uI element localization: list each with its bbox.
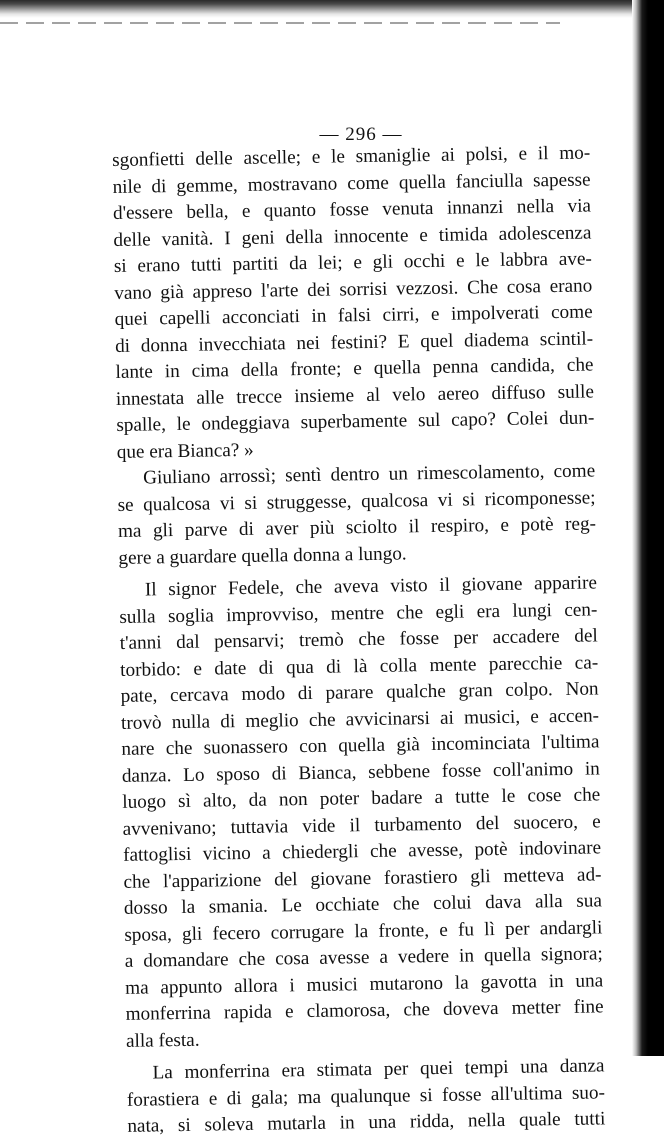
body-text — [112, 140, 606, 1140]
text-line: ma appunto allora i musici mutarono la gavotta in una — [125, 969, 604, 999]
text-line: se qualcosa vi si struggesse, qualcosa vi si ricomponesse; — [117, 486, 596, 516]
text-line: torbido: e date di qua di là colla mente parecchie ca- — [120, 651, 599, 681]
book-spine-shadow — [632, 0, 664, 1056]
text-line: Giuliano arrossì; sentì dentro un rimescolamento, come — [143, 460, 596, 489]
page-number: — 296 — — [319, 124, 403, 145]
text-line: danza. Lo sposo di Bianca, sebbene fosse coll'animo in — [121, 757, 600, 787]
text-line: t'anni dal pensarvi; tremò che fosse per accadere del — [119, 625, 598, 654]
paragraph — [112, 140, 595, 465]
text-line: ma gli parve di aver più sciolto il respiro, e potè reg- — [117, 513, 597, 542]
text-line: sposa, gli fecero corrugare la fronte, e fu lì per andargli — [124, 916, 603, 946]
text-line: sulla soglia improvviso, mentre che egli era lungi cen- — [119, 598, 598, 628]
text-line: innestata alle trecce insieme al velo aereo diffuso sulle — [115, 380, 595, 410]
text-line: La monferrina era stimata per quei tempi una danza — [152, 1055, 605, 1084]
text-line: lante in cima della fronte; e quella penna candida, che — [115, 354, 594, 383]
text-line: nile di gemme, mostravano come quella fanciulla sapesse — [112, 168, 591, 198]
scan-top-rule — [0, 22, 560, 24]
text-line: vano già appreso l'arte dei sorrisi vezzosi. Che cosa erano — [114, 274, 593, 304]
text-line: avvenivano; tuttavia vide il turbamento del suocero, e — [122, 810, 601, 840]
paragraph — [119, 570, 604, 1054]
text-line: luogo sì alto, da non poter badare a tutte le cose che — [122, 784, 601, 813]
text-line: sgonfietti delle ascelle; e le smaniglie ai polsi, e il mo- — [112, 142, 591, 171]
text-line: delle vanità. I geni della innocente e timida adolescenza — [113, 221, 592, 251]
text-line: monferrina rapida e clamorosa, che doveva metter fine — [125, 996, 604, 1025]
text-line: dosso la smania. Le occhiate che colui dava alla sua — [123, 890, 603, 919]
text-line: alla festa. — [125, 1029, 200, 1052]
text-line: spalle, le ondeggiava superbamente sul capo? Colei dun- — [116, 407, 595, 436]
text-line: quei capelli acconciati in falsi cirri, e impolverati come — [114, 301, 593, 330]
text-line: a domandare che cosa avesse a vedere in quella signora; — [124, 943, 603, 972]
text-line: che l'apparizione del giovane forastiero gli metteva ad- — [123, 863, 602, 893]
text-line: nata, si soleva mutarla in una ridda, nella quale tutti — [127, 1108, 606, 1137]
text-line: fattoglisi vicino a chiedergli che avesse, potè indovinare — [122, 837, 602, 866]
text-line: si erano tutti partiti da lei; e gli occhi e le labbra ave- — [113, 248, 592, 277]
paragraph — [117, 458, 597, 571]
text-line: d'essere bella, e quanto fosse venuta innanzi nella via — [112, 195, 592, 224]
text-line: nare che suonassero con quella già incominciata l'ultima — [121, 731, 600, 760]
scan-top-edge — [0, 0, 664, 18]
text-line: forastiera e di gala; ma qualunque si fosse all'ultima suo- — [126, 1081, 606, 1111]
text-line: trovò nulla di meglio che avvicinarsi ai musici, e accen- — [120, 704, 600, 734]
text-line: pate, cercava modo di parare qualche gran colpo. Non — [120, 678, 599, 707]
text-line: gere a guardare quella donna a lungo. — [118, 542, 407, 569]
paragraph — [126, 1053, 605, 1140]
text-line: que era Bianca? » — [116, 439, 254, 463]
text-line: di donna invecchiata nei festini? E quel diadema scintil- — [114, 327, 594, 357]
text-line: Il signor Fedele, che aveva visto il giovane apparire — [144, 572, 598, 601]
